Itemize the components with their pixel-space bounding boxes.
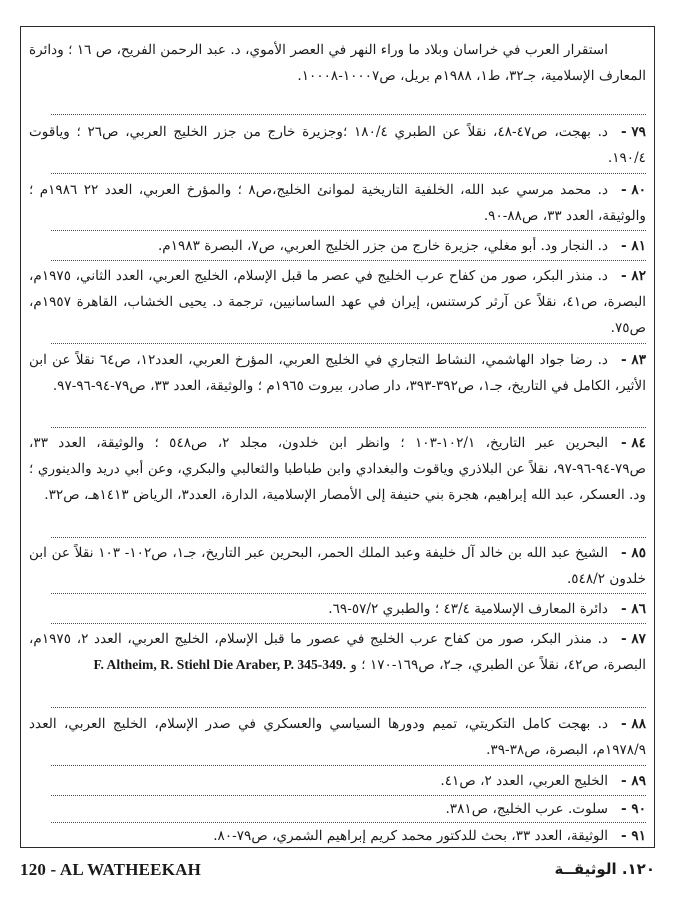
footnote-number: ٧٩ - (621, 124, 646, 140)
footnote-text: د. محمد مرسي عبد الله، الخلفية التاريخية لموانئ الخليج،ص٨ ؛ والمؤرخ العربي، العدد ٢٢ ١٩٨٦م ؛ والوثيقة، العدد ٣٣، ص٨٨-٩٠. (29, 182, 646, 224)
dotted-separator (51, 593, 646, 594)
dotted-separator (51, 427, 646, 428)
dotted-separator (51, 173, 646, 174)
footnote-88 (29, 711, 646, 763)
footnote-86 (29, 596, 646, 622)
dotted-separator (51, 765, 646, 766)
footnote-number: ٨٢ - (621, 268, 646, 284)
footnote-text: الوثيقة، العدد ٣٣، بحث للدكتور محمد كريم إبراهيم الشمري، ص٧٩-٨٠. (213, 828, 608, 844)
footnote-80 (29, 177, 646, 229)
footnotes-frame (20, 26, 655, 848)
dotted-separator (51, 537, 646, 538)
footnote-83 (29, 347, 646, 399)
footnote-text: د. بهجت، ص٤٧-٤٨، نقلاً عن الطبري ١٨٠/٤ ؛وجزيرة خارج من جزر الخليج العربي، ص٢٦ ؛ وياقوت ١٩٠/٤. (29, 124, 646, 166)
footnote-81 (29, 233, 646, 259)
page-footer (20, 860, 655, 888)
footnote-text: استقرار العرب في خراسان وبلاد ما وراء النهر في العصر الأموي، د. عبد الرحمن الفريح، ص ١٦ ؛ ودائرة المعارف الإسلامية، جـ٣٢، ط١، ١٩٨٨م بريل، ص١٠٠٠٧-١٠٠٠٨. (29, 42, 646, 84)
footnote-text: البحرين عبر التاريخ، ١٠٢/١-١٠٣ ؛ وانظر ابن خلدون، مجلد ٢، ص٥٤٨ ؛ والوثيقة، العدد ٣٣، ص٧٩-٩٤-٩٦-٩٧، نقلاً عن البلاذري وياقوت والبغدادي وابن طباطبا والثعالبي والبكري، وعن أبي دريد والدينوري ؛ ود. العسكر، عبد الله إبراهيم، هجرة بني حنيفة إلى الأمصار الإسلامية، الدارة، العدد٣، الرياض ١٤١٣هـ، ص٣٢. (29, 435, 646, 503)
footnote-79 (29, 119, 646, 171)
footnote-number: ٨٧ - (621, 631, 646, 647)
footnote-text: د. منذر البكر، صور من كفاح عرب الخليج في عصر ما قبل الإسلام، الخليج العربي، العدد الثاني، ١٩٧٥م، البصرة، ص٤١، نقلاً عن آرثر كرستنس، إيران في عهد الساسانيين، ترجمة د. يحيى الخشاب، القاهرة ١٩٥٧م، ص٧٥. (29, 268, 647, 336)
dotted-separator (51, 260, 646, 261)
footnote-90 (29, 796, 646, 822)
footnote-number: ٨٥ - (621, 545, 646, 561)
latin-citation: F. Altheim, R. Stiehl Die Araber, P. 345-349. (93, 657, 347, 672)
footnote-text: د. رضا جواد الهاشمي، النشاط التجاري في الخليج العربي، المؤرخ العربي، العدد١٢، ص٦٤ نقلاً عن ابن الأثير، الكامل في التاريخ، جـ١، ص٣٩٢-٣٩٣، دار صادر، بيروت ١٩٦٥م ؛ والوثيقة، العدد ٣٣، ص٧٩-٩٤-٩٦-٩٧. (29, 352, 646, 394)
dotted-separator (51, 230, 646, 231)
footnote-text: الشيخ عبد الله بن خالد آل خليفة وعبد الملك الحمر، البحرين عبر التاريخ، جـ١، ص١٠٢- ١٠٣ نقلاً عن ابن خلدون ٥٤٨/٢. (29, 545, 646, 587)
footnote-text: دائرة المعارف الإسلامية ٤٣/٤ ؛ والطبري ٥٧/٢-٦٩. (328, 601, 608, 617)
footnote-number: ٨٨ - (621, 716, 646, 732)
footnote-84 (29, 430, 646, 508)
page-number-latin: 120 - AL WATHEEKAH (20, 860, 202, 879)
footnote-number: ٨١ - (621, 238, 646, 254)
footnote-continuation (29, 37, 646, 89)
footnote-number: ٨٣ - (621, 352, 646, 368)
footnote-number: ٨٩ - (621, 773, 646, 789)
footnote-text: د. بهجت كامل التكريتي، تميم ودورها السياسي والعسكري في صدر الإسلام، الخليج العربي، العدد ١٩٧٨/٩م، البصرة، ص٣٨-٣٩. (29, 716, 646, 758)
dotted-separator (51, 343, 646, 344)
footnote-number: ٨٠ - (621, 182, 646, 198)
footnote-number: ٩٠ - (621, 801, 646, 817)
dotted-separator (51, 707, 646, 708)
footnote-text: الخليج العربي، العدد ٢، ص٤١. (440, 773, 608, 789)
footnote-text: سلوت. عرب الخليج، ص٣٨١. (445, 801, 608, 817)
footnote-87 (29, 626, 646, 678)
page-number-arabic: ١٢٠. الوثيقــة (554, 860, 655, 878)
footnote-91 (29, 823, 646, 849)
dotted-separator (51, 114, 646, 115)
footnote-text: د. منذر البكر، صور من كفاح عرب الخليج في عصور ما قبل الإسلام، الخليج العربي، العدد ٢، ١٩٧٥م، البصرة، ص٤٢، نقلاً عن الطبري، جـ٢، ص١٦٩-١٧٠ ؛ و (29, 631, 646, 673)
footnote-number: ٨٦ - (621, 601, 646, 617)
footnote-number: ٨٤ - (621, 435, 646, 451)
dotted-separator (51, 623, 646, 624)
footnote-82 (29, 263, 646, 341)
footnote-89 (29, 768, 646, 794)
footnote-text: د. النجار ود. أبو مغلي، جزيرة خارج من جزر الخليج العربي، ص٧، البصرة ١٩٨٣م. (157, 238, 608, 254)
footnote-85 (29, 540, 646, 592)
footnote-number: ٩١ - (621, 828, 646, 844)
